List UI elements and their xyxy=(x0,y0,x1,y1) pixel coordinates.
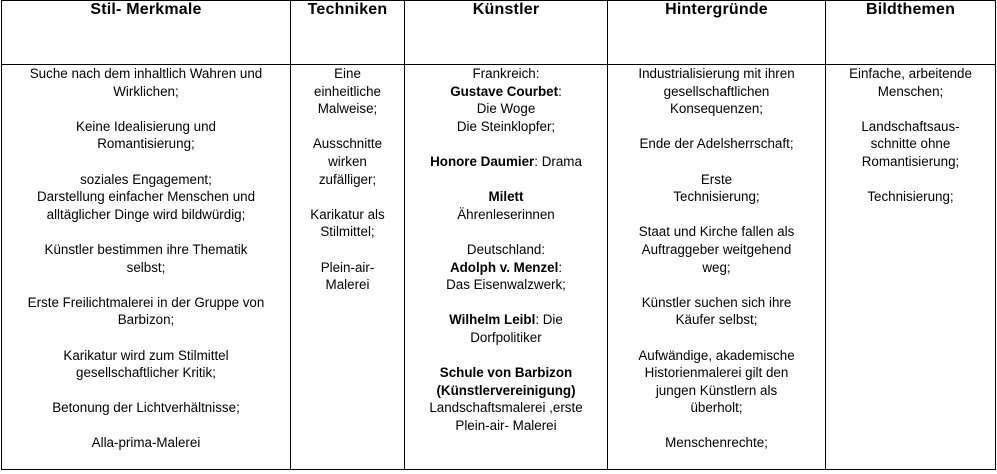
artist-suffix: : xyxy=(558,259,563,275)
technik-item-line: Plein-air- xyxy=(320,259,375,275)
technik-item xyxy=(295,65,400,118)
technik-item-line: Stilmittel; xyxy=(320,224,375,240)
artist-leibl xyxy=(409,311,603,329)
bildthema-item xyxy=(830,65,991,100)
stil-merkmal-item-line: soziales Engagement; xyxy=(80,171,212,187)
cell-kuenstler xyxy=(405,65,608,470)
hintergrund-item-line: Auftraggeber weitgehend xyxy=(641,241,792,257)
stil-merkmal-item-line: selbst; xyxy=(126,259,166,275)
hintergrund-item xyxy=(612,434,821,452)
stil-merkmal-item-line: Karikatur wird zum Stilmittel xyxy=(63,347,229,363)
stil-merkmal-item xyxy=(6,65,286,100)
technik-item xyxy=(295,135,400,188)
technik-item-line: Ausschnitte xyxy=(312,136,383,152)
bildthema-item-line: Landschaftsaus- xyxy=(861,118,960,134)
hintergrund-item-line: Käufer selbst; xyxy=(675,312,758,328)
bildthema-item-line: Einfache, arbeitende xyxy=(849,66,972,81)
cell-bildthemen xyxy=(826,65,996,470)
artist-suffix: : xyxy=(558,83,562,99)
bildthema-item-line: schnitte ohne xyxy=(870,136,951,152)
stil-merkmal-item-line: Suche nach dem inhaltlich Wahren und xyxy=(29,66,263,81)
artwork-title: Dorfpolitiker xyxy=(470,329,542,345)
hintergrund-item-line: Künstler suchen sich ihre xyxy=(641,294,792,310)
hintergrund-item-line: Ende der Adelsherrschaft; xyxy=(639,136,794,152)
bildthemen-list xyxy=(826,65,995,206)
stil-merkmal-item xyxy=(6,171,286,224)
header-kuenstler: Künstler xyxy=(405,1,608,65)
technik-item-line: Malweise; xyxy=(317,101,378,117)
technik-item-line: wirken xyxy=(328,153,367,169)
stil-merkmal-item-line: Betonung der Lichtverhältnisse; xyxy=(52,400,240,416)
stil-merkmal-item-line: gesellschaftlicher Kritik; xyxy=(76,365,216,381)
artist-name: (Künstlervereinigung) xyxy=(436,382,576,398)
hintergrund-item-line: Aufwändige, akademische xyxy=(638,347,795,363)
technik-item-line: Eine xyxy=(334,66,361,81)
technik-item-line: Malerei xyxy=(325,277,370,293)
stil-merkmal-item-line: Alla-prima-Malerei xyxy=(91,435,201,451)
artist-barbizon xyxy=(409,364,603,382)
artist-courbet xyxy=(409,83,603,101)
stil-merkmal-item xyxy=(6,241,286,276)
realismus-table xyxy=(1,0,996,470)
hintergrund-item-line: Menschenrechte; xyxy=(665,435,768,451)
hintergrund-item-line: weg; xyxy=(702,259,731,275)
stil-merkmal-item xyxy=(6,118,286,153)
hintergrund-item xyxy=(612,347,821,417)
hintergrund-item-line: Erste xyxy=(700,171,733,187)
header-stil-merkmale: Stil- Merkmale xyxy=(2,1,291,65)
hintergrund-item xyxy=(612,294,821,329)
artist-suffix: : Drama xyxy=(534,153,582,169)
stil-merkmal-item-line: alltäglicher Dinge wird bildwürdig; xyxy=(46,206,246,222)
stil-merkmal-item-line: Wirklichen; xyxy=(113,83,179,99)
artwork-title: Die Woge xyxy=(476,101,536,117)
bildthema-item-line: Technisierung; xyxy=(867,189,954,205)
artist-name: Honore Daumier xyxy=(430,153,535,169)
stil-merkmal-item xyxy=(6,294,286,329)
deutschland-label: Deutschland: xyxy=(466,241,546,257)
artwork-title: Die Steinklopfer; xyxy=(456,118,556,134)
header-techniken: Techniken xyxy=(291,1,405,65)
header-hintergruende: Hintergründe xyxy=(608,1,826,65)
artwork-title: Ährenleserinnen xyxy=(457,206,555,222)
artwork-title: Das Eisenwalzwerk; xyxy=(446,277,566,293)
artist-barbizon-note xyxy=(409,382,603,400)
hintergrund-item xyxy=(612,223,821,276)
artist-name: Milett xyxy=(488,189,524,205)
hintergrund-item-line: gesellschaftlichen xyxy=(663,83,770,99)
cell-hintergruende xyxy=(608,65,826,470)
artist-menzel xyxy=(409,259,603,277)
hintergrund-item-line: Industrialisierung mit ihren xyxy=(638,66,795,81)
techniken-list xyxy=(291,65,404,294)
bildthema-item-line: Menschen; xyxy=(877,83,944,99)
hintergrund-item-line: Konsequenzen; xyxy=(669,101,764,117)
stil-merkmal-item-line: Darstellung einfacher Menschen und xyxy=(36,189,256,205)
hintergrund-item xyxy=(612,65,821,118)
stil-merkmal-item-line: Romantisierung; xyxy=(97,136,195,152)
bildthema-item xyxy=(830,188,991,206)
stil-merkmale-list xyxy=(2,65,290,452)
hintergrund-item xyxy=(612,135,821,153)
cell-techniken xyxy=(291,65,405,470)
artist-name: Wilhelm Leibl xyxy=(449,312,536,328)
artist-milett xyxy=(409,188,603,206)
technik-item-line: einheitliche xyxy=(314,83,381,99)
header-bildthemen: Bildthemen xyxy=(826,1,996,65)
content-row xyxy=(2,65,996,470)
bildthema-item xyxy=(830,118,991,171)
hintergrund-item-line: jungen Künstlern als xyxy=(655,382,778,398)
hintergrund-item-line: Historienmalerei gilt den xyxy=(644,365,789,381)
artwork-title: Landschaftsmalerei ,erste xyxy=(429,400,583,416)
stil-merkmal-item-line: Erste Freilichtmalerei in der Gruppe von xyxy=(27,294,265,310)
stil-merkmal-item-line: Künstler bestimmen ihre Thematik xyxy=(44,241,248,257)
frankreich-label: Frankreich: xyxy=(472,66,540,81)
stil-merkmal-item-line: Barbizon; xyxy=(117,312,175,328)
header-row xyxy=(2,1,996,65)
stil-merkmal-item xyxy=(6,347,286,382)
artist-suffix: : Die xyxy=(535,312,563,328)
hintergrund-item-line: überholt; xyxy=(690,400,743,416)
hintergrund-item-line: Staat und Kirche fallen als xyxy=(638,224,795,240)
hintergrund-item-line: Technisierung; xyxy=(673,189,760,205)
artist-name: Schule von Barbizon xyxy=(439,365,573,381)
technik-item-line: Karikatur als xyxy=(310,206,385,222)
hintergrund-item xyxy=(612,171,821,206)
stil-merkmal-item xyxy=(6,434,286,452)
artwork-title: Plein-air- Malerei xyxy=(455,417,557,433)
stil-merkmal-item-line: Keine Idealisierung und xyxy=(76,118,216,134)
kuenstler-list xyxy=(405,65,607,434)
stil-merkmal-item xyxy=(6,399,286,417)
bildthema-item-line: Romantisierung; xyxy=(861,153,960,169)
technik-item xyxy=(295,206,400,241)
artist-name: Adolph v. Menzel xyxy=(449,259,559,275)
technik-item xyxy=(295,259,400,294)
hintergruende-list xyxy=(608,65,825,452)
artist-daumier xyxy=(409,153,603,171)
cell-stil-merkmale xyxy=(2,65,291,470)
artist-name: Gustave Courbet xyxy=(450,83,559,99)
technik-item-line: zufälliger; xyxy=(318,171,377,187)
